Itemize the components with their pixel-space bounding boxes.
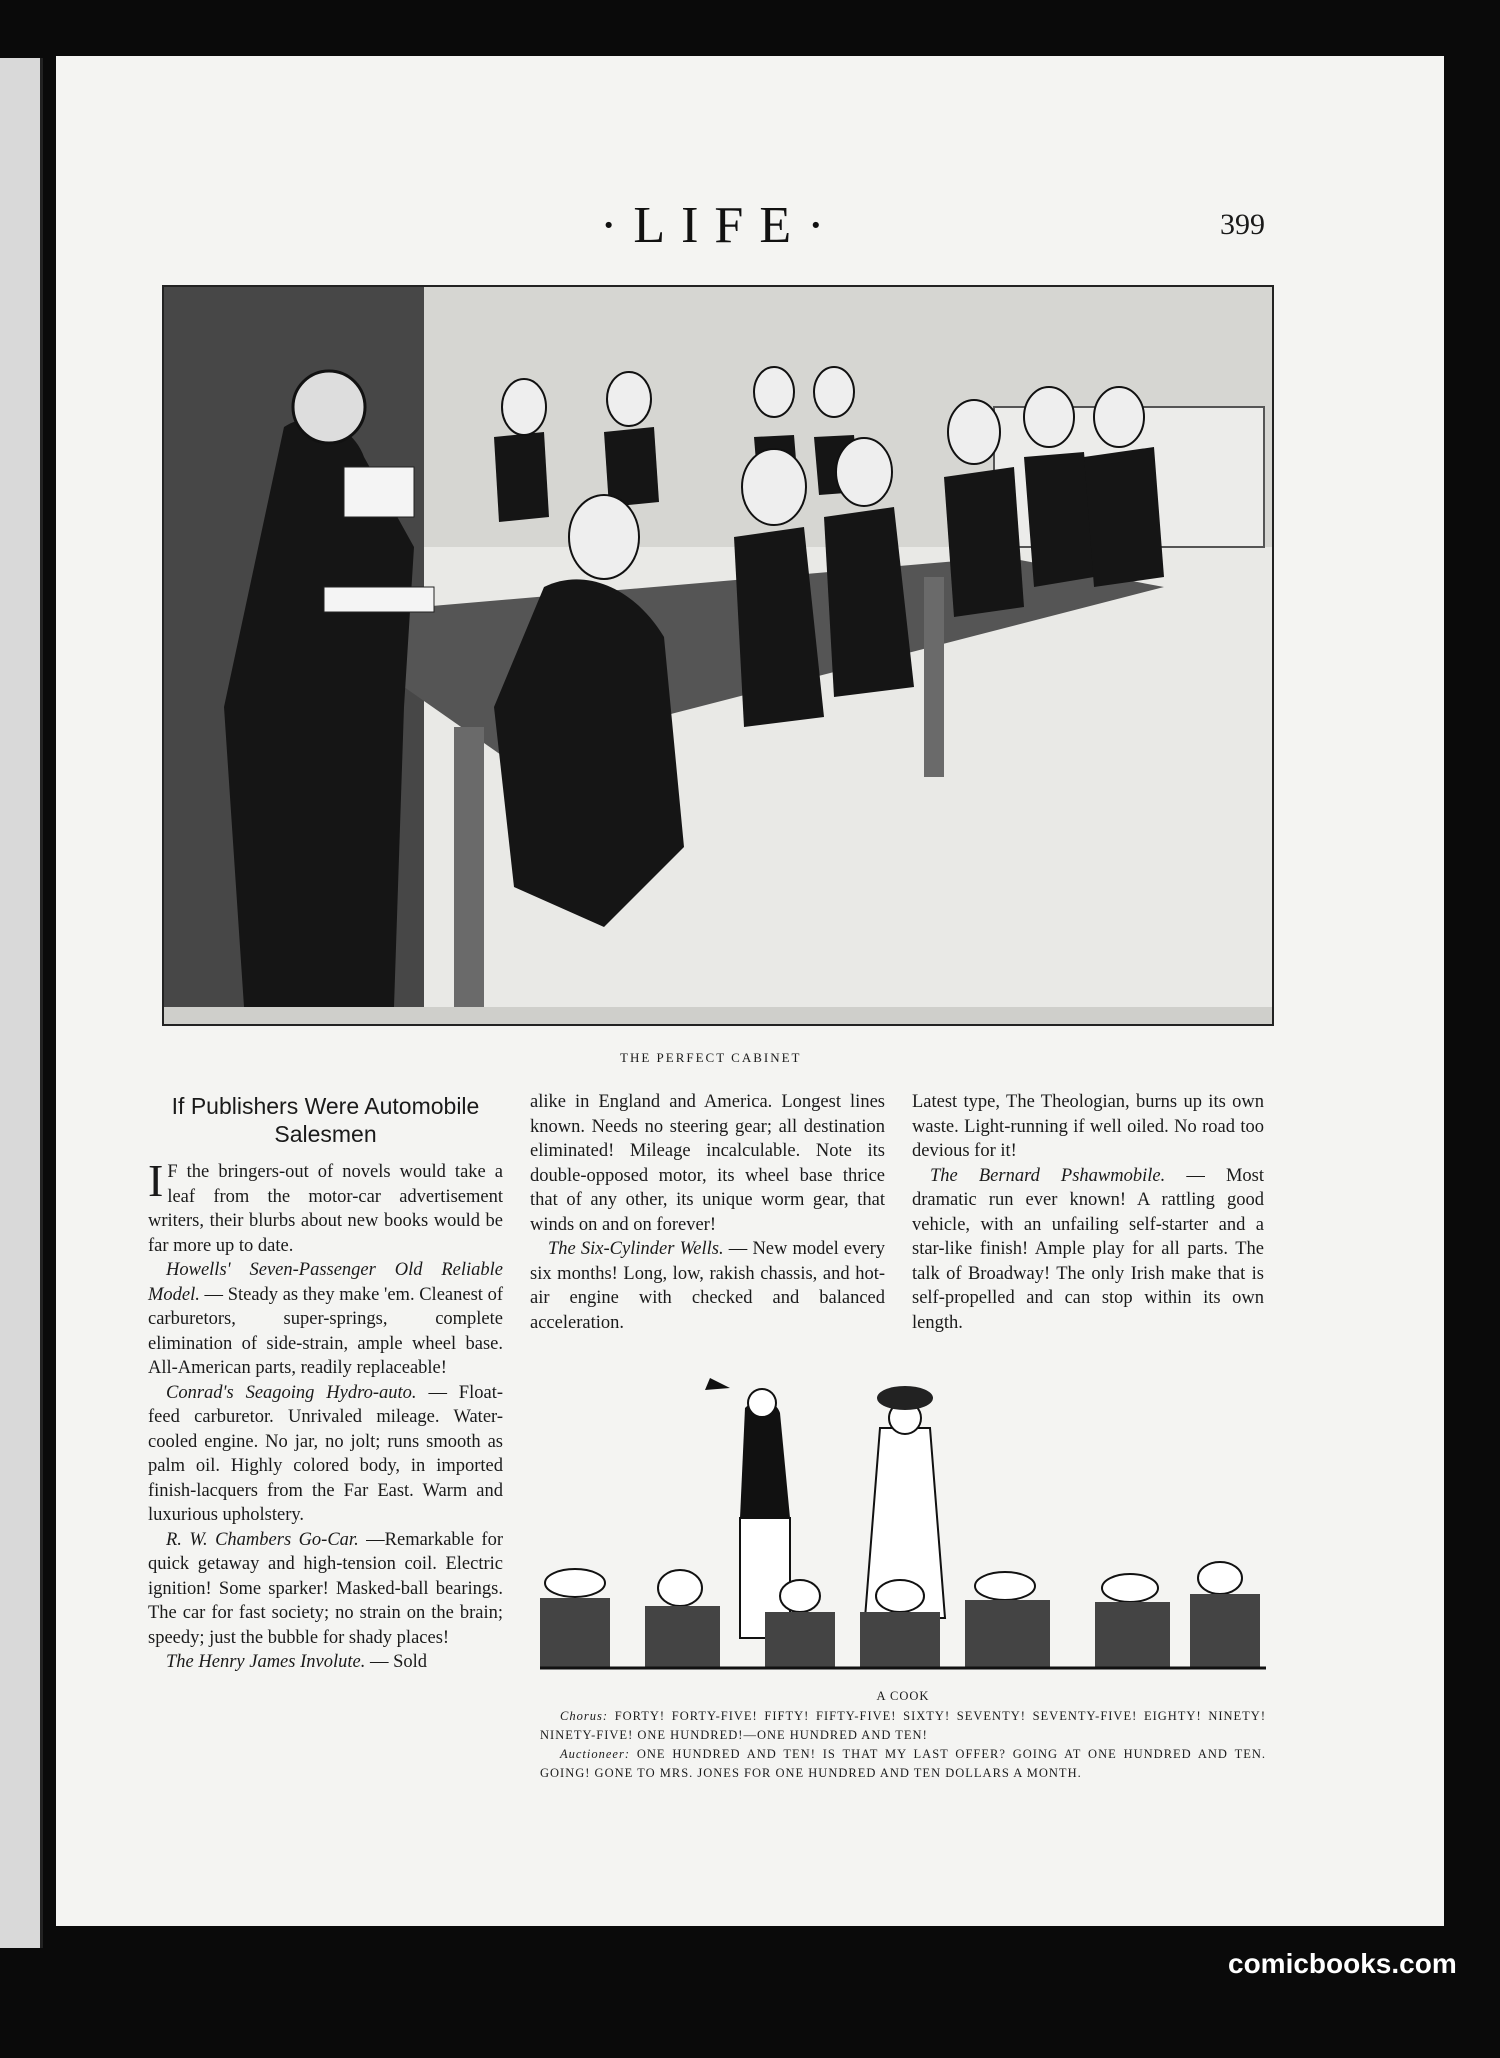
page-number: 399 <box>1220 208 1265 241</box>
continued-paragraph: Latest type, The Theologian, burns up its own waste. Light-running if well oiled. No road too devious for it! <box>912 1092 1264 1161</box>
facing-page-edge <box>0 58 43 1948</box>
item-james <box>148 1650 503 1675</box>
item-text: — New model every six months! Long, low, rakish chassis, and hot-air engine with checked and balanced acceleration. <box>530 1239 886 1333</box>
article-headline <box>148 1092 503 1148</box>
auctioneer-text: ONE HUNDRED AND TEN! IS THAT MY LAST OFFER? GOING AT ONE HUNDRED AND TEN. GOING! GONE TO MRS. JONES FOR ONE HUNDRED AND TEN DOLLARS A MONTH. <box>540 1747 1267 1780</box>
item-title: The Henry James Involute. <box>166 1652 366 1672</box>
item-text: — Sold <box>369 1652 428 1672</box>
item-title: Conrad's Seagoing Hydro-auto. <box>166 1382 417 1403</box>
item-title: R. W. Chambers Go-Car. <box>166 1529 359 1550</box>
continued-paragraph: alike in England and America. Longest lines known. Needs no steering gear; all destination eliminated! Mileage incalculable. Note its double-opposed motor, its wheel base thrice that of any other, its unique worm gear, that winds on and on forever! <box>530 1092 885 1235</box>
article-column-3 <box>912 1090 1264 1335</box>
item-text: — Most dramatic run ever known! A rattling good vehicle, with an unfailing self-starter and a star-like finish! Ample play for all parts. The talk of Broadway! The only Irish make that is self-propelled and can stop within its own length. <box>912 1165 1264 1333</box>
item-text: — Float-feed carburetor. Unrivaled mileage. Water-cooled engine. No jar, no jolt; runs smooth as palm oil. Highly colored body, in imported finish-lacquers from the Far East. Warm and luxurious upholstery. <box>148 1382 503 1525</box>
cartoon-caption: THE PERFECT CABINET <box>620 1050 802 1065</box>
auctioneer-label: Auctioneer: <box>560 1747 631 1761</box>
intro-text: F the bringers-out of novels would take a leaf from the motor-car advertisement writers, their blurbs about new books would be far more up to date. <box>148 1162 503 1256</box>
item-howells <box>148 1258 503 1381</box>
headline-line1: If Publishers Were Automobile <box>171 1093 480 1119</box>
item-wells <box>530 1237 885 1335</box>
chorus-line <box>540 1707 1266 1745</box>
item-title: Howells' Seven-Passenger Old Reliable Model. <box>148 1260 503 1305</box>
item-text: —Remarkable for quick getaway and high-tension coil. Electric ignition! Some sparker! Masked-ball bearings. The car for fast society; no strain on the brain; speedy; just the bubble for shady places! <box>148 1529 504 1648</box>
auction-title: A COOK <box>876 1689 930 1703</box>
headline-line2: Salesmen <box>274 1121 377 1147</box>
item-conrad <box>148 1381 503 1528</box>
masthead: ·LIFE· <box>600 197 841 254</box>
chorus-text: FORTY! FORTY-FIVE! FIFTY! FIFTY-FIVE! SIXTY! SEVENTY! SEVENTY-FIVE! EIGHTY! NINETY! NINETY-FIVE! ONE HUNDRED!—ONE HUNDRED AND TEN! <box>540 1709 1266 1742</box>
item-shaw <box>912 1164 1264 1336</box>
item-title: The Bernard Pshawmobile. <box>930 1165 1166 1186</box>
item-text: — Steady as they make 'em. Cleanest of carburetors, super-springs, complete elimination of side-strain, ample wheel base. All-American parts, readily replaceable! <box>148 1284 503 1378</box>
drop-cap: I <box>148 1155 164 1206</box>
chorus-label: Chorus: <box>560 1709 608 1723</box>
item-title: The Six-Cylinder Wells. <box>548 1239 724 1259</box>
auction-caption <box>540 1687 1266 1783</box>
site-watermark: comicbooks.com <box>1228 1948 1457 1979</box>
auctioneer-line <box>540 1745 1266 1783</box>
item-chambers <box>148 1528 503 1651</box>
cabinet-cartoon <box>162 285 1274 1026</box>
article-column-2 <box>530 1090 885 1335</box>
intro-paragraph <box>148 1155 503 1258</box>
article-column-1 <box>148 1155 504 1675</box>
